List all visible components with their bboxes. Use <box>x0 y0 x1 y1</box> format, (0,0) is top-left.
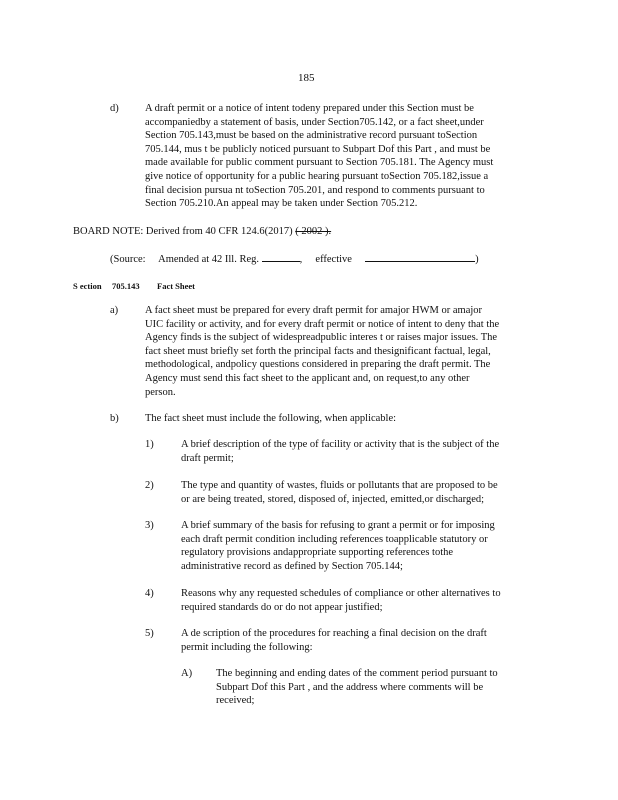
para-d-text: A draft permit or a notice of intent todeny prepared under this Section must be accompaniedby a statement of basis, under Section705.142, or a fact sheet,under Section 705.143,must be based on the administrative record pursuant toSection 705.144, mus t be publicly noticed pursuant to Subpart Dof this Part , and must be made available for public comment pursuant to Section 705.181. The Agency must give notice of opportunity for a public hearing pursuant toSection 705.182,issue a final decision pursua nt toSection 705.201, and respond to comments pursuant to Section 705.210.An appeal may be taken under Section 705.212. <box>145 103 494 210</box>
section-number: 705.143 <box>112 281 140 291</box>
item-4-label: 4) <box>145 588 154 599</box>
item-1-text: A brief description of the type of facility or activity that is the subject of the draft permit; <box>181 439 500 464</box>
para-a-text: A fact sheet must be prepared for every draft permit for amajor HWM or amajor UIC facility or activity, and for every draft permit or notice of intent to deny that the Agency finds is the subject of widespreadpublic interes t or raises major issues. The fact sheet must briefly set forth the principal facts and thesignificant factual, legal, methodological, andpolicy questions considered in preparing the draft permit. The Agency must send this fact sheet to the applicant and, on request,to any other person. <box>145 305 500 398</box>
item-5-text: A de scription of the procedures for reaching a final decision on the draft permit including the following: <box>181 628 487 653</box>
board-note: BOARD NOTE: Derived from 40 CFR 124.6(2017) ( 2002 ). <box>73 226 332 237</box>
item-3-label: 3) <box>145 520 154 531</box>
sub-a-label: A) <box>181 668 193 679</box>
para-d-label: d) <box>110 103 119 114</box>
para-b-label: b) <box>110 413 119 424</box>
item-3-text: A brief summary of the basis for refusing to grant a permit or for imposing each draft permit condition including references toapplicable statutory or regulatory provisions andappropriate supporting references tothe administrative record as defined by Section 705.144; <box>181 520 495 572</box>
source-line: (Source: Amended at 42 Ill. Reg. , effective ) <box>110 254 479 265</box>
board-note-struck: ( 2002 ). <box>295 226 332 237</box>
item-2-label: 2) <box>145 480 154 491</box>
item-1-label: 1) <box>145 439 154 450</box>
item-2-text: The type and quantity of wastes, fluids or pollutants that are proposed to be or are being treated, stored, disposed of, injected, emitted,or discharged; <box>181 480 498 505</box>
section-label: S ection <box>73 281 102 291</box>
reg-blank <box>262 252 300 262</box>
para-b-text: The fact sheet must include the following, when applicable: <box>145 413 397 424</box>
section-title: Fact Sheet <box>157 281 196 291</box>
item-4-text: Reasons why any requested schedules of compliance or other alternatives to required standards do or do not appear justified; <box>181 588 501 613</box>
item-5-label: 5) <box>145 628 154 639</box>
para-a-label: a) <box>110 305 119 316</box>
effective-blank <box>365 252 475 262</box>
sub-a-text: The beginning and ending dates of the comment period pursuant to Subpart Dof this Part , and the address where comments will be received; <box>216 668 498 707</box>
page-number: 185 <box>298 72 315 84</box>
